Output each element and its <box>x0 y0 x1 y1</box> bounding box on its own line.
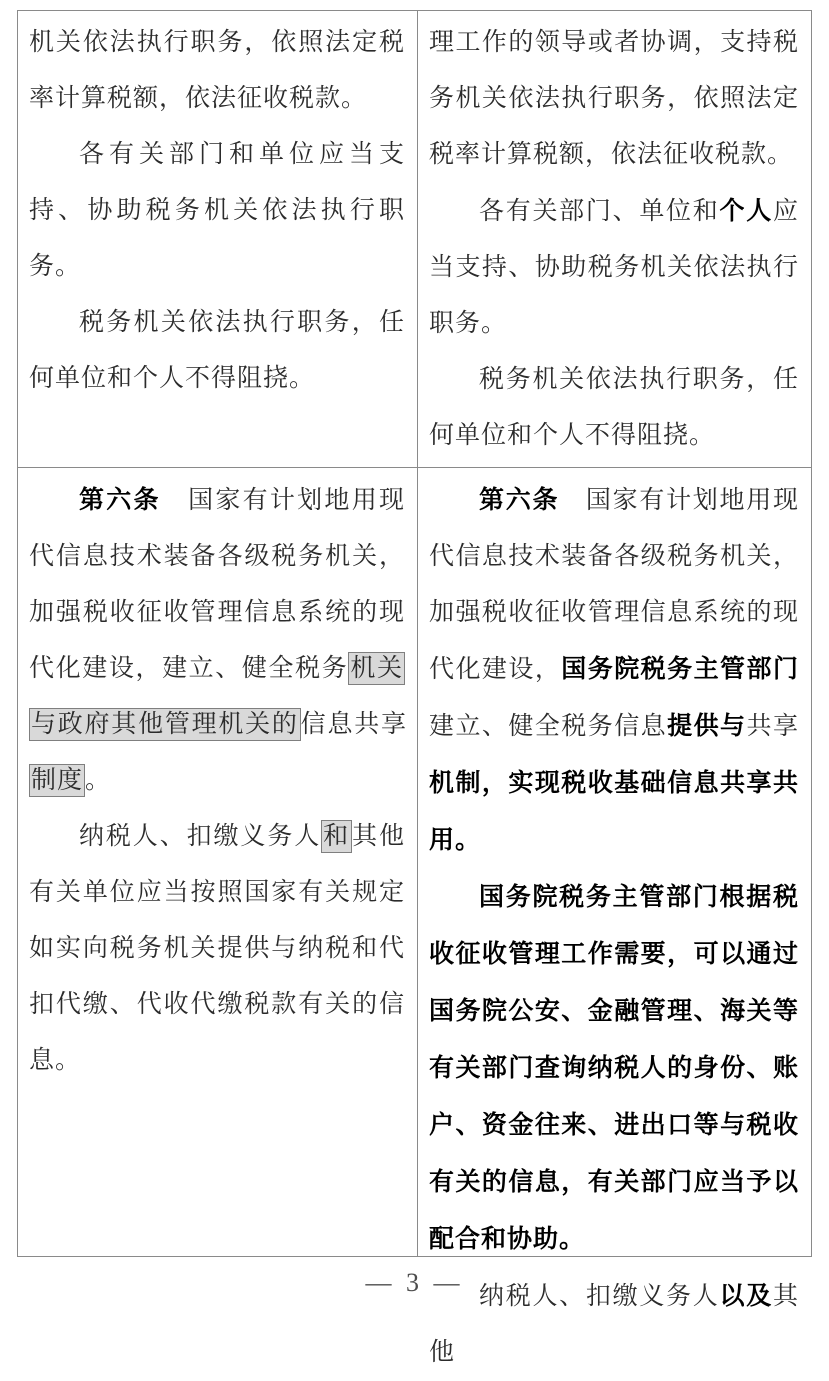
paragraph <box>429 15 799 183</box>
text-run: 信息共享 <box>300 711 407 738</box>
bold-insertion-run: 第六条 <box>479 485 560 514</box>
paragraph <box>29 809 405 1089</box>
text-run: 机关依法执行职务，依照法定税率计算税额，依法征收税款。 <box>29 29 405 112</box>
text-run: 纳税人、扣缴义务人 <box>479 1283 720 1310</box>
text-run: 税务机关依法执行职务，任何单位和个人不得阻挠。 <box>429 366 799 449</box>
cell-revised-text <box>418 11 811 467</box>
paragraph <box>29 127 405 295</box>
table-row <box>18 11 811 467</box>
text-run: 。 <box>85 767 112 794</box>
highlighted-deletion-run: 和 <box>321 820 352 853</box>
bold-insertion-run: 个人 <box>719 196 773 225</box>
paragraph <box>429 352 799 464</box>
highlighted-deletion-run: 制度 <box>29 764 85 797</box>
page-number: — 3 — <box>365 1268 464 1297</box>
bold-insertion-run: 第六条 <box>79 485 161 514</box>
table-row <box>18 467 811 1366</box>
bold-insertion-run: 机制，实现税收基础信息共享共用。 <box>429 768 799 854</box>
text-run: 纳税人、扣缴义务人 <box>79 823 322 850</box>
paragraph <box>29 15 405 127</box>
comparison-table <box>17 10 812 1366</box>
text-run: 应当支持、协助税务机关依法执行职务。 <box>429 198 799 337</box>
bold-insertion-run: 国务院税务主管部门根据税收征收管理工作需要，可以通过国务院公安、金融管理、海关等有关部门查询纳税人的身份、账户、资金往来、进出口等与税收有关的信息，有关部门应当予以配合和协助。 <box>429 882 799 1253</box>
text-run: 其他有关单位应当按照国家有关规定如实向税务机关提供与纳税和代扣代缴、代收代缴税款有关的信息。 <box>29 823 405 1074</box>
text-run: 税务机关依法执行职务，任何单位和个人不得阻挠。 <box>29 309 405 392</box>
cell-revised-text <box>418 468 811 1366</box>
text-run: 国家有计划地用现代信息技术装备各级税务机关，加强税收征收管理信息系统的现代化建设，建立、健全税务 <box>29 487 405 682</box>
text-run: 国家有计划地用现代信息技术装备各级税务机关，加强税收征收管理信息系统的现代化建设， <box>429 487 799 683</box>
text-run: 建立、健全税务信息 <box>429 713 668 740</box>
text-run: 各有关部门、单位和 <box>479 198 720 225</box>
paragraph <box>429 183 799 352</box>
bold-insertion-run: 提供与 <box>667 711 747 740</box>
text-run: 其他 <box>429 1283 799 1366</box>
paragraph <box>29 472 405 809</box>
cell-original-text <box>18 468 418 1256</box>
highlighted-deletion-run: 机关与政府其他管理机关的 <box>29 652 405 741</box>
paragraph <box>429 869 799 1268</box>
text-run: 共享 <box>746 713 799 740</box>
bold-insertion-run: 以及 <box>719 1281 773 1310</box>
paragraph <box>429 472 799 869</box>
bold-insertion-run: 国务院税务主管部门 <box>561 654 799 683</box>
cell-original-text <box>18 11 418 467</box>
text-run: 各有关部门和单位应当支持、协助税务机关依法执行职务。 <box>29 141 405 280</box>
paragraph <box>29 295 405 407</box>
text-run: 理工作的领导或者协调，支持税务机关依法执行职务，依照法定税率计算税额，依法征收税款。 <box>429 29 799 168</box>
